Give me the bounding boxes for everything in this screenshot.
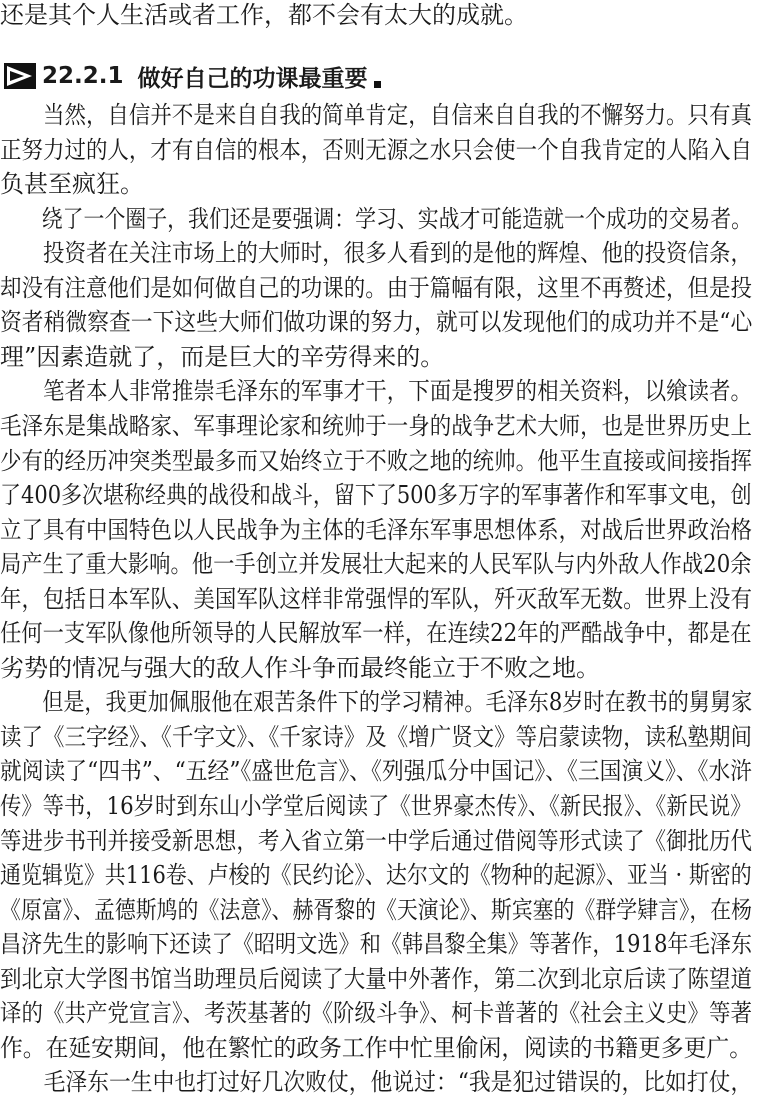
text-line: 立了具有中国特色以人民战争为主体的毛泽东军事思想体系，对战后世界政治格 — [0, 515, 752, 544]
text-line: 少有的经历冲突类型最多而又始终立于不败之地的统帅。他平生直接或间接指挥 — [0, 446, 752, 475]
text-line: 负甚至疯狂。 — [0, 170, 144, 199]
text-line: 到北京大学图书馆当助理员后阅读了大量中外著作，第二次到北京后读了陈望道 — [0, 964, 752, 993]
text-line: 等进步书刊并接受新思想，考入省立第一中学后通过借阅等形式读了《御批历代 — [0, 826, 752, 855]
text-line: 当然，自信并不是来自自我的简单肯定，自信来自自我的不懈努力。只有真 — [0, 101, 752, 129]
section-arrow-icon — [4, 63, 36, 89]
text-line: 投资者在关注市场上的大师时，很多人看到的是他的辉煌、他的投资信条， — [0, 239, 752, 268]
text-line: 毛泽东是集战略家、军事理论家和统帅于一身的战争艺术大师，也是世界历史上 — [0, 411, 752, 440]
text-line: 了400多次堪称经典的战役和战斗，留下了500多万字的军事著作和军事文电，创 — [0, 481, 752, 510]
text-line: 还是其个人生活或者工作，都不会有太大的成就。 — [0, 1, 528, 29]
text-line: 译的《共产党宣言》、考茨基著的《阶级斗争》、柯卡普著的《社会主义史》等著 — [0, 999, 752, 1028]
text-line: 资者稍微察查一下这些大师们做功课的努力，就可以发现他们的成功并不是“心 — [0, 308, 753, 337]
text-line: 传》等书，16岁时到东山小学堂后阅读了《世界豪杰传》、《新民报》、《新民说》 — [0, 792, 752, 821]
text-line: 局产生了重大影响。他一手创立并发展壮大起来的人民军队与内外敌人作战20余 — [0, 550, 752, 579]
text-line: 读了《三字经》、《千字文》、《千家诗》及《增广贤文》等启蒙读物，读私塾期间 — [0, 722, 752, 751]
section-title: 做好自己的功课最重要 — [137, 65, 368, 92]
text-line: 年，包括日本军队、美国军队这样非常强悍的军队，歼灭敌军无数。世界上没有 — [0, 584, 752, 613]
text-line: 理”因素造就了，而是巨大的辛劳得来的。 — [0, 342, 445, 371]
text-line: 毛泽东一生中也打过好几次败仗，他说过：“我是犯过错误的，比如打仗， — [0, 1068, 753, 1097]
text-line: 绕了一个圈子，我们还是要强调：学习、实战才可能造就一个成功的交易者。 — [0, 204, 752, 233]
text-line: 作。在延安期间，他在繁忙的政务工作中忙里偷闲，阅读的书籍更多更广。 — [0, 1033, 752, 1062]
section-heading — [4, 58, 381, 94]
text-line: 任何一支军队像他所领导的人民解放军一样，在连续22年的严酷战争中，都是在 — [0, 619, 752, 648]
text-line: 昌济先生的影响下还读了《昭明文选》和《韩昌黎全集》等著作，1918年毛泽东 — [0, 930, 753, 959]
text-line: 但是，我更加佩服他在艰苦条件下的学习精神。毛泽东8岁时在教书的舅舅家 — [0, 688, 753, 717]
text-line: 笔者本人非常推崇毛泽东的军事才干，下面是搜罗的相关资料，以飨读者。 — [0, 377, 752, 406]
text-line: 劣势的情况与强大的敌人作斗争而最终能立于不败之地。 — [0, 653, 600, 682]
text-line: 就阅读了“四书”、“五经”《盛世危言》、《列强瓜分中国记》、《三国演义》、《水浒 — [0, 757, 753, 786]
section-number: 22.2.1 — [42, 63, 124, 89]
text-line: 却没有注意他们是如何做自己的功课的。由于篇幅有限，这里不再赘述，但是投 — [0, 273, 752, 302]
heading-end-mark — [374, 81, 381, 88]
text-line: 通览辑览》共116卷、卢梭的《民约论》、达尔文的《物种的起源》、亚当 · 斯密的 — [0, 861, 752, 890]
text-line: 正努力过的人，才有自信的根本，否则无源之水只会使一个自我肯定的人陷入自 — [0, 135, 752, 164]
text-line: 《原富》、孟德斯鸠的《法意》、赫胥黎的《天演论》、斯宾塞的《群学肄言》，在杨 — [0, 895, 752, 924]
